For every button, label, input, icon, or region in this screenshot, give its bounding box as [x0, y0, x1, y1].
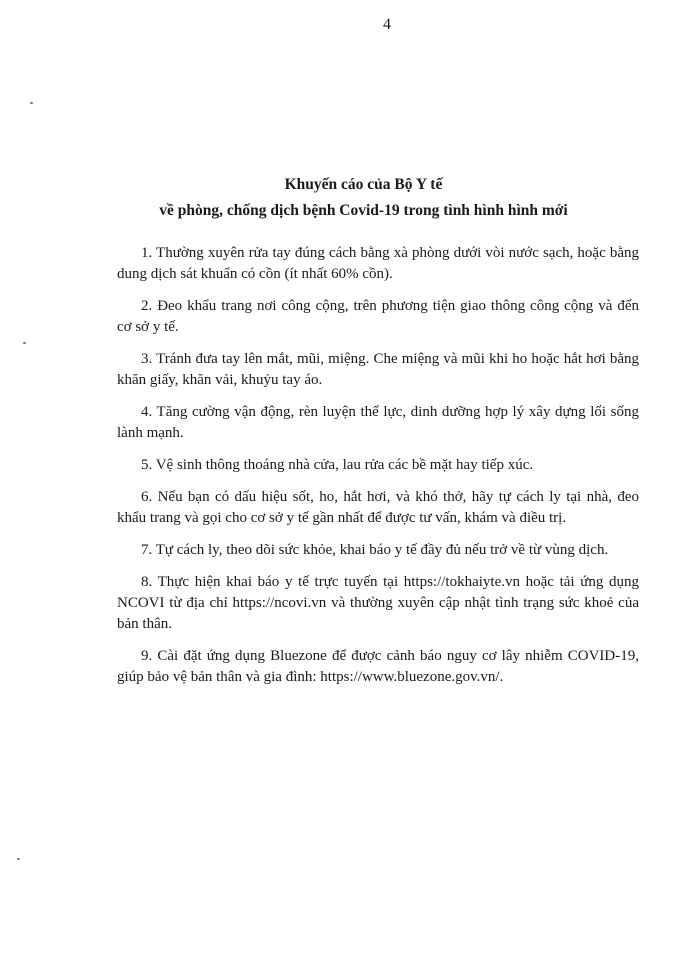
recommendation-item-6: 6. Nếu bạn có dấu hiệu sốt, ho, hắt hơi, và khó thở, hãy tự cách ly tại nhà, đeo khẩu trang và gọi cho cơ sở y tế gần nhất để được tư vấn, khám và điều trị. — [117, 489, 639, 526]
scan-speck — [23, 342, 26, 344]
recommendation-item-9: 9. Cài đặt ứng dụng Bluezone để được cảnh báo nguy cơ lây nhiễm COVID-19, giúp bảo vệ bản thân và gia đình: https://www.bluezone.gov.vn/. — [117, 648, 639, 685]
recommendation-item-8: 8. Thực hiện khai báo y tế trực tuyến tại https://tokhaiyte.vn hoặc tải ứng dụng NCOVI từ địa chỉ https://ncovi.vn và thường xuyên cập nhật tình trạng sức khoẻ của bản thân. — [117, 574, 639, 632]
scan-speck — [17, 858, 20, 860]
document-title — [0, 172, 679, 224]
recommendation-item-2: 2. Đeo khẩu trang nơi công cộng, trên phương tiện giao thông công cộng và đến cơ sở y tế. — [117, 298, 639, 335]
recommendation-item-3: 3. Tránh đưa tay lên mắt, mũi, miệng. Che miệng và mũi khi ho hoặc hắt hơi bằng khăn giấy, khăn vải, khuỷu tay áo. — [117, 351, 639, 388]
recommendation-item-1: 1. Thường xuyên rửa tay đúng cách bằng xà phòng dưới vòi nước sạch, hoặc bằng dung dịch sát khuẩn có cồn (ít nhất 60% cồn). — [117, 245, 639, 282]
page-number: 4 — [383, 16, 391, 33]
recommendation-item-7: 7. Tự cách ly, theo dõi sức khỏe, khai báo y tế đầy đủ nếu trở về từ vùng dịch. — [141, 542, 609, 558]
title-line-1: Khuyến cáo của Bộ Y tế — [284, 176, 443, 193]
recommendation-list — [117, 243, 639, 699]
recommendation-item-5: 5. Vệ sinh thông thoáng nhà cửa, lau rửa các bề mặt hay tiếp xúc. — [141, 457, 534, 473]
scan-speck — [30, 102, 33, 104]
recommendation-item-4: 4. Tăng cường vận động, rèn luyện thể lực, dinh dưỡng hợp lý xây dựng lối sống lành mạnh. — [117, 404, 639, 441]
title-line-2: về phòng, chống dịch bệnh Covid-19 trong tình hình hình mới — [159, 202, 568, 219]
